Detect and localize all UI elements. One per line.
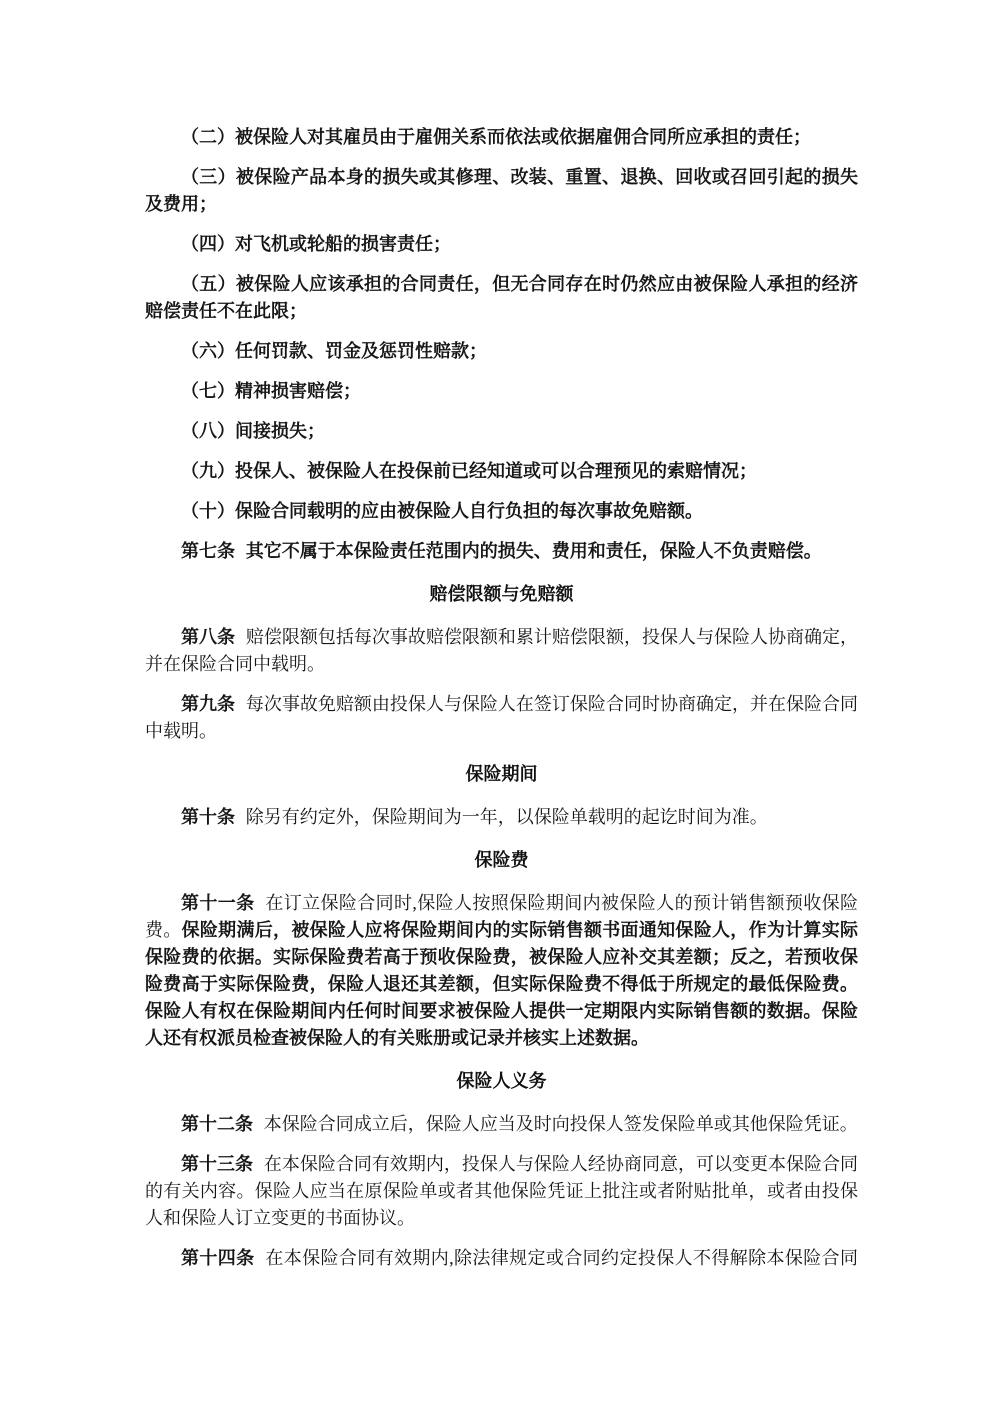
clause-paragraph	[145, 624, 858, 678]
clause-paragraph	[145, 691, 858, 745]
exclusion-list-item: （六）任何罚款、罚金及惩罚性赔款；	[181, 341, 487, 361]
clause-label: 第七条	[181, 541, 235, 561]
clause-text-segment: 本保险合同成立后，保险人应当及时向投保人签发保险单或其他保险凭证。	[263, 1114, 858, 1134]
section-heading: 保险费	[474, 850, 529, 870]
clause-text-segment: 其它不属于本保险责任范围内的损失、费用和责任，保险人不负责赔偿。	[245, 541, 822, 561]
section-heading: 保险期间	[465, 764, 538, 784]
exclusion-list-item: （二）被保险人对其雇员由于雇佣关系而依法或依据雇佣合同所应承担的责任；	[181, 127, 811, 147]
clause-text-segment: 在本保险合同有效期内,除法律规定或合同约定投保人不得解除本保险合同	[265, 1248, 859, 1268]
clause-label: 第十一条	[181, 893, 255, 913]
clause-text-segment: 在本保险合同有效期内，投保人与保险人经协商同意，可以变更本保险合同的有关内容。保险人应当在原保险单或者其他保险凭证上批注或者附贴批单，或者由投保人和保险人订立变更的书面协议。	[145, 1154, 859, 1228]
clause-text-segment: 在订立保险合同时,保险人按照保险期间内被保险人的预计销售额预收保险费。	[145, 893, 859, 940]
document-content	[145, 0, 858, 1285]
clause-paragraph	[145, 890, 858, 1052]
clause-paragraph	[145, 1111, 858, 1138]
clause-text-segment: 赔偿限额包括每次事故赔偿限额和累计赔偿限额，投保人与保险人协商确定，并在保险合同中载明。	[145, 627, 859, 674]
exclusion-list-item: （五）被保险人应该承担的合同责任，但无合同存在时仍然应由被保险人承担的经济赔偿责任不在此限；	[145, 274, 858, 321]
clause-text-segment: 除另有约定外，保险期间为一年，以保险单载明的起讫时间为准。	[245, 807, 768, 827]
clause-text-segment: 每次事故免赔额由投保人与保险人在签订保险合同时协商确定，并在保险合同中载明。	[145, 694, 859, 741]
exclusion-list-item: （七）精神损害赔偿；	[181, 381, 361, 401]
section-heading: 赔偿限额与免赔额	[429, 584, 574, 604]
exclusion-list-item: （四）对飞机或轮船的损害责任；	[181, 234, 451, 254]
exclusion-list-item: （三）被保险产品本身的损失或其修理、改装、重置、退换、回收或召回引起的损失及费用；	[145, 167, 858, 214]
exclusion-list-item: （八）间接损失；	[181, 421, 325, 441]
section-heading: 保险人义务	[456, 1071, 547, 1091]
clause-paragraph	[145, 804, 858, 831]
clause-label: 第八条	[181, 627, 236, 647]
clause-text-segment: 保险期满后，被保险人应将保险期间内的实际销售额书面通知保险人，作为计算实际保险费的依据。实际保险费若高于预收保险费，被保险人应补交其差额；反之，若预收保险费高于实际保险费，保险人退还其差额，但实际保险费不得低于所规定的最低保险费。保险人有权在保险期间内任何时间要求被保险人提供一定期限内实际销售额的数据。保险人还有权派员检查被保险人的有关账册或记录并核实上述数据。	[145, 920, 859, 1048]
exclusion-list-item: （九）投保人、被保险人在投保前已经知道或可以合理预见的索赔情况；	[181, 461, 757, 481]
clause-paragraph	[145, 538, 858, 565]
clause-label: 第十四条	[181, 1248, 255, 1268]
clause-label: 第十条	[181, 807, 235, 827]
exclusion-list-item: （十）保险合同载明的应由被保险人自行负担的每次事故免赔额。	[181, 501, 703, 521]
clause-paragraph	[145, 1151, 858, 1232]
clause-label: 第九条	[181, 694, 236, 714]
clause-label: 第十三条	[181, 1154, 254, 1174]
clause-label: 第十二条	[181, 1114, 253, 1134]
clause-paragraph	[145, 1245, 858, 1272]
